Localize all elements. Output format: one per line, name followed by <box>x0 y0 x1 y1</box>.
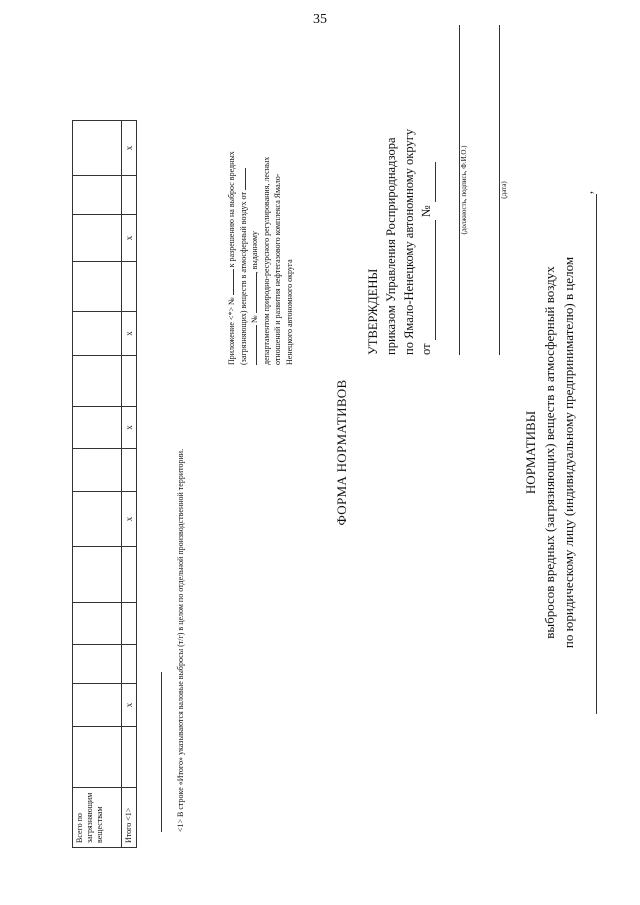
table-cell-mark: х <box>122 492 137 547</box>
appendix-note <box>226 45 296 365</box>
table-row <box>122 121 137 848</box>
table-cell <box>73 547 122 603</box>
date-block <box>482 25 500 355</box>
table-cell <box>73 603 122 645</box>
table-cell <box>73 121 122 176</box>
approval-line: приказом Управления Росприроднадзора <box>383 137 398 355</box>
normatives-block <box>522 0 597 905</box>
appendix-text: № <box>250 315 260 323</box>
table-cell <box>122 449 137 492</box>
table-cell <box>73 449 122 492</box>
table-cell <box>73 176 122 215</box>
entity-field-line <box>596 194 597 714</box>
table-cell <box>122 262 137 312</box>
signature-hint-row <box>460 25 472 355</box>
table-cell <box>122 176 137 215</box>
blank-line <box>256 325 257 365</box>
table-cell <box>73 492 122 547</box>
normatives-line: выбросов вредных (загрязняющих) веществ в атмосферный воздух <box>541 266 557 639</box>
blank-line <box>256 273 257 313</box>
appendix-line: отношений и развития нефтегазового комплекса Ямало- <box>273 173 283 365</box>
appendix-line: департаментом природно-ресурсного регулирования, лесных <box>261 156 271 365</box>
form-title: ФОРМА НОРМАТИВОВ <box>334 379 349 526</box>
table-total-label: Итого <1> <box>124 807 133 843</box>
table-cell <box>122 603 137 645</box>
appendix-text: , выданному <box>250 231 260 274</box>
signature-hint: (должность, подпись, Ф.И.О.) <box>459 145 468 235</box>
table-cell-mark: х <box>122 684 137 727</box>
table-cell <box>73 407 122 449</box>
date-hint-row <box>500 25 512 355</box>
appendix-line <box>249 45 261 365</box>
approval-date-line <box>418 25 436 355</box>
signature-block <box>442 25 460 355</box>
table-cell <box>122 788 137 848</box>
appendix-line <box>226 45 238 365</box>
table-cell <box>122 547 137 603</box>
number-field-line <box>435 162 436 202</box>
table-cell <box>73 356 122 407</box>
table-cell <box>73 788 122 848</box>
appendix-text: Приложение <*> № <box>227 297 236 365</box>
normatives-comma: , <box>579 190 595 195</box>
emissions-table <box>72 120 137 848</box>
normatives-title: НОРМАТИВЫ <box>523 410 538 495</box>
blank-line <box>245 168 246 190</box>
appendix-line <box>238 45 250 365</box>
page-number: 35 <box>313 12 327 27</box>
appendix-text: (загрязняющих) веществ в атмосферный воздух от <box>238 192 248 365</box>
normatives-line: по юридическому лицу (индивидуальному предпринимателю) в целом <box>560 256 576 649</box>
approval-heading: УТВЕРЖДЕНЫ <box>366 268 380 355</box>
date-field-line <box>435 220 436 340</box>
appendix-text: к разрешению на выброс вредных <box>227 151 236 268</box>
approval-line: по Ямало-Ненецкому автономному округу <box>401 128 416 355</box>
table-cell <box>122 645 137 684</box>
table-cell <box>73 645 122 684</box>
date-hint: (дата) <box>499 181 508 199</box>
approval-number-label: № <box>419 205 434 218</box>
table-cell <box>73 312 122 356</box>
table-cell <box>73 727 122 788</box>
table-cell <box>122 727 137 788</box>
blank-line <box>233 269 234 295</box>
approval-block <box>365 25 512 355</box>
table-cell <box>73 262 122 312</box>
appendix-line: Ненецкого автономного округа <box>284 259 294 365</box>
table-cell-mark: х <box>122 215 137 262</box>
table-cell <box>73 684 122 727</box>
table-cell <box>73 215 122 262</box>
table-header-label: Всего по загрязняющим веществам <box>75 792 104 843</box>
footnote: <1> В строке «Итого» указываются валовые выбросы (т/г) в целом по отдельной производственной территории. <box>176 448 185 832</box>
table-cell <box>122 356 137 407</box>
table-row <box>73 121 122 848</box>
footnote-separator <box>161 672 162 832</box>
table-cell-mark: х <box>122 121 137 176</box>
table-cell-mark: х <box>122 407 137 449</box>
approval-from-label: от <box>419 343 434 355</box>
normatives-entity-line <box>579 0 598 905</box>
table-cell-mark: х <box>122 312 137 356</box>
